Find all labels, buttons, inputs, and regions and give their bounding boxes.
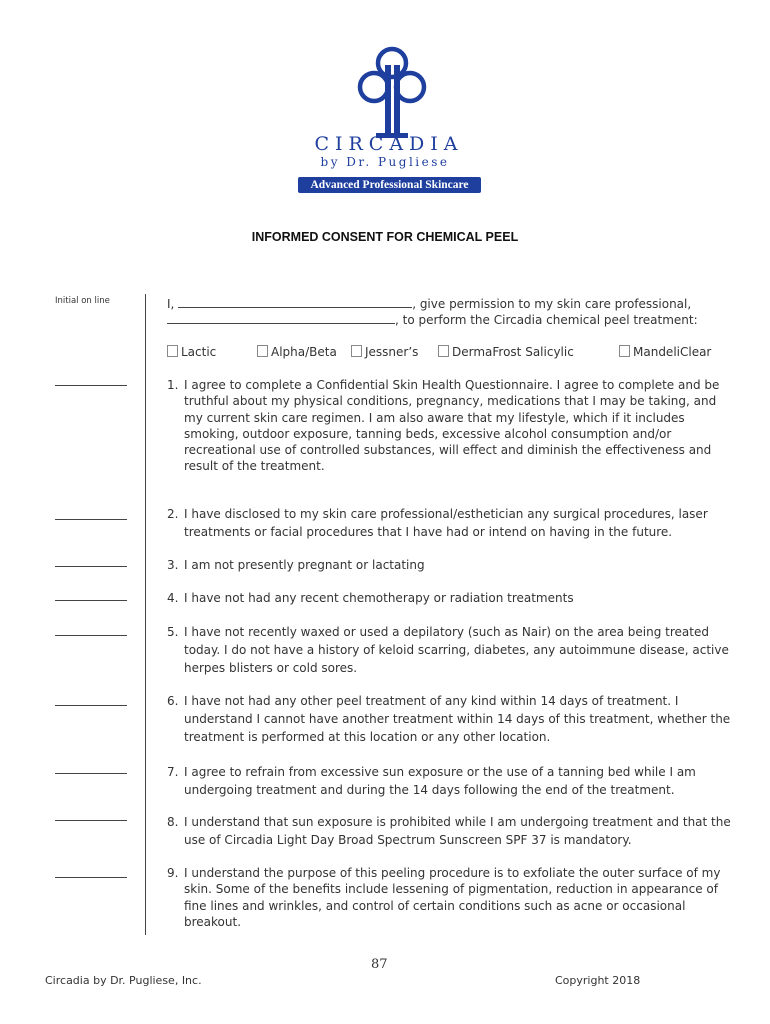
- checkbox[interactable]: [351, 345, 362, 357]
- option-lactic[interactable]: Lactic: [167, 345, 216, 359]
- column-divider: [145, 294, 146, 935]
- initial-line-1[interactable]: [55, 385, 127, 386]
- initial-line-2[interactable]: [55, 519, 127, 520]
- intro-line-2: [167, 311, 747, 328]
- consent-item-text: I have not recently waxed or used a depilatory (such as Nair) on the area being treated today. I do not have a history of keloid scarring, diabetes, any autoimmune disease, active herpes blisters or cold sores.: [184, 625, 729, 675]
- initial-line-4[interactable]: [55, 600, 127, 601]
- consent-item-text: I understand that sun exposure is prohibited while I am undergoing treatment and that the use of Circadia Light Day Broad Spectrum Sunscreen SPF 37 is mandatory.: [184, 815, 731, 847]
- initial-line-3[interactable]: [55, 566, 127, 567]
- intro-line-1: [167, 295, 747, 312]
- consent-item-text: I agree to complete a Confidential Skin Health Questionnaire. I agree to complete and be truthful about my physical conditions, pregnancy, medications that I may be taking, and my current skin care regimen. I am also aware that my lifestyle, which if it includes smoking, outdoor exposure, tanning beds, excessive alcohol consumption and/or recreational use of controlled substances, will effect and diminish the effectiveness and result of the treatment.: [184, 378, 720, 474]
- option-mandeliclear[interactable]: MandeliClear: [619, 345, 711, 359]
- footer-copyright: Copyright 2018: [555, 974, 641, 987]
- intro-end: , to perform the Circadia chemical peel treatment:: [395, 313, 698, 327]
- initial-line-8[interactable]: [55, 820, 127, 821]
- initial-line-5[interactable]: [55, 635, 127, 636]
- brand-tagline: Advanced Professional Skincare: [298, 177, 481, 193]
- brand-name: CIRCADIA: [314, 133, 464, 155]
- option-alpha-beta[interactable]: Alpha/Beta: [257, 345, 337, 359]
- consent-item-text: I am not presently pregnant or lactating: [184, 558, 425, 572]
- circadia-logo-icon: [352, 43, 432, 139]
- consent-item-text: I have not had any recent chemotherapy or radiation treatments: [184, 591, 574, 605]
- initial-line-9[interactable]: [55, 877, 127, 878]
- initial-line-7[interactable]: [55, 773, 127, 774]
- option-jessners[interactable]: Jessner’s: [351, 345, 418, 359]
- consent-item-text: I agree to refrain from excessive sun exposure or the use of a tanning bed while I am undergoing treatment and during the 14 days following the end of the treatment.: [184, 765, 696, 797]
- checkbox[interactable]: [257, 345, 268, 357]
- intro-mid: , give permission to my skin care professional,: [412, 297, 692, 311]
- brand-subtitle: by Dr. Pugliese: [320, 155, 450, 169]
- consent-item-text: I have not had any other peel treatment of any kind within 14 days of treatment. I understand I cannot have another treatment within 14 days of this treatment, whether the treatment is performed at this location or any other location.: [184, 694, 731, 744]
- intro-start: I,: [167, 297, 175, 311]
- consent-item-1: 1. I agree to complete a Confidential Skin Health Questionnaire. I agree to complete and be truthful about my physical conditions, pregnancy, medications that I may be taking, and my current skin care regimen. I am also aware that my lifestyle, which if it includes smoking, outdoor exposure, tanning beds, excessive alcohol consumption and/or recreational use of controlled substances, will effect and diminish the effectiveness and result of the treatment.: [167, 377, 737, 473]
- professional-name-field[interactable]: [167, 311, 395, 324]
- page-number: 87: [371, 957, 388, 972]
- checkbox[interactable]: [438, 345, 449, 357]
- consent-item-text: I have disclosed to my skin care professional/esthetician any surgical procedures, laser treatments or facial procedures that I have had or intend on having in the future.: [184, 507, 708, 539]
- client-name-field[interactable]: [178, 295, 412, 308]
- checkbox[interactable]: [167, 345, 178, 357]
- consent-item-text: I understand the purpose of this peeling procedure is to exfoliate the outer surface of my skin. Some of the benefits include lessening of pigmentation, reduction in appearance of fine lines and wrinkles, and control of certain conditions such as acne or occasional breakout.: [184, 866, 721, 929]
- footer-company: Circadia by Dr. Pugliese, Inc.: [45, 974, 202, 987]
- document-title: INFORMED CONSENT FOR CHEMICAL PEEL: [251, 230, 519, 244]
- initial-on-line-label: Initial on line: [55, 296, 110, 306]
- option-dermafrost-salicylic[interactable]: DermaFrost Salicylic: [438, 345, 574, 359]
- initial-line-6[interactable]: [55, 705, 127, 706]
- checkbox[interactable]: [619, 345, 630, 357]
